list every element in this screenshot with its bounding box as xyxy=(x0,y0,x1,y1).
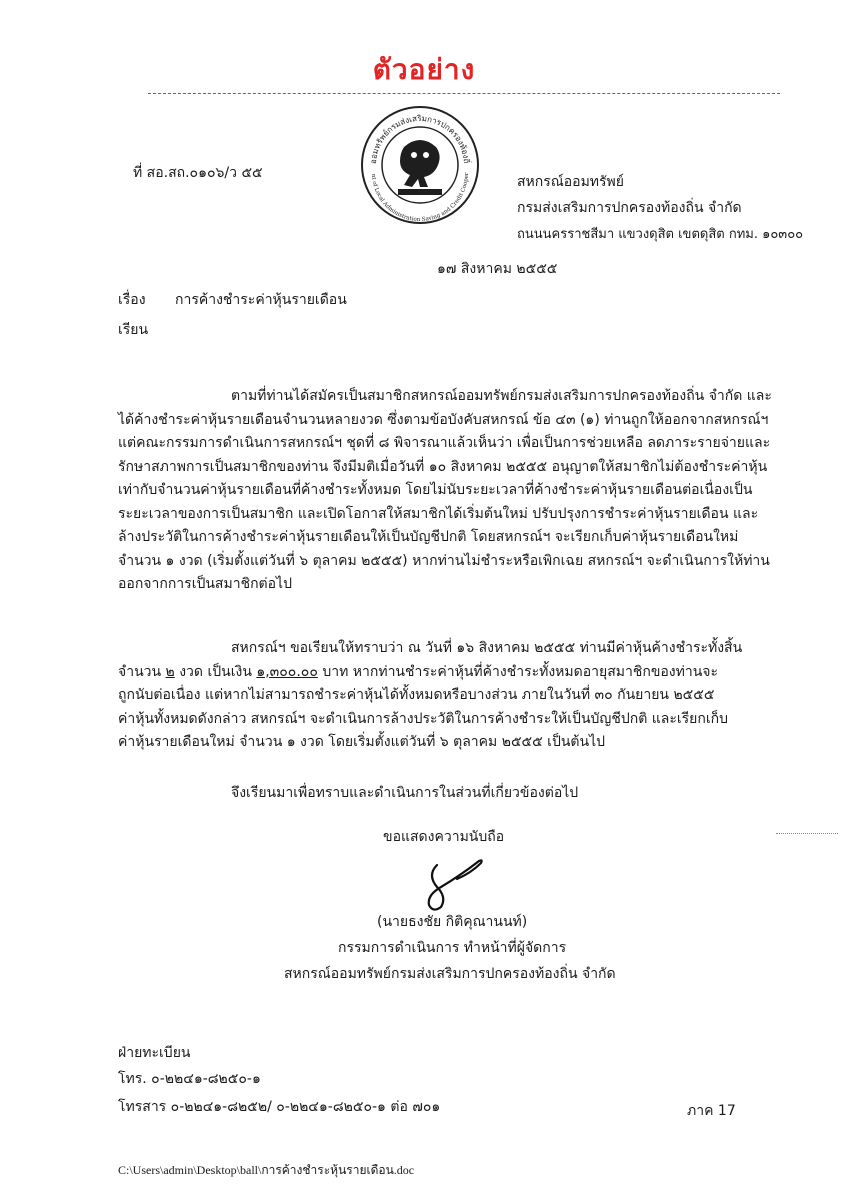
sample-watermark-title: ตัวอย่าง xyxy=(372,53,476,86)
fax-number: โทรสาร ๐-๒๒๔๑-๘๒๕๒/ ๐-๒๒๔๑-๘๒๕๐-๑ ต่อ ๗๐๑ xyxy=(118,1099,441,1115)
page-label: ภาค 17 xyxy=(687,1103,736,1119)
phone-number: โทร. ๐-๒๒๔๑-๘๒๕๐-๑ xyxy=(118,1071,261,1087)
body-paragraph-1 xyxy=(118,385,772,597)
subject-label: เรื่อง xyxy=(118,292,146,308)
para1-line: จำนวน ๑ งวด (เริ่มตั้งแต่วันที่ ๖ ตุลาคม ๒๕๕๕) หากท่านไม่ชำระหรือเพิกเฉย สหกรณ์ฯ จะดำเนินการให้ท่าน xyxy=(118,552,770,569)
salutation: เรียน xyxy=(118,322,149,338)
para1-line: แต่คณะกรรมการดำเนินการสหกรณ์ฯ ชุดที่ ๘ พิจารณาแล้วเห็นว่า เพื่อเป็นการช่วยเหลือ ลดภาระรายจ่ายและ xyxy=(118,435,771,451)
body-paragraph-2 xyxy=(118,637,742,755)
organization-seal xyxy=(358,103,482,227)
para2-line: ถูกนับต่อเนื่อง แต่หากไม่สามารถชำระค่าหุ้นได้ทั้งหมดหรือบางส่วน ภายในวันที่ ๓๐ กันยายน ๒๕๕๕ xyxy=(118,687,715,703)
closing-sentence: จึงเรียนมาเพื่อทราบและดำเนินการในส่วนที่เกี่ยวข้องต่อไป xyxy=(231,785,579,801)
letter-date: ๑๗ สิงหาคม ๒๕๕๕ xyxy=(437,261,558,277)
header-divider xyxy=(148,93,780,94)
para2-text: งวด เป็นเงิน xyxy=(174,663,257,680)
para2-line: ค่าหุ้นทั้งหมดดังกล่าว สหกรณ์ฯ จะดำเนินการล้างประวัติในการค้างชำระให้เป็นบัญชีปกติ และเรียกเก็บ xyxy=(118,710,728,727)
para1-line: ระยะเวลาของการเป็นสมาชิก และเปิดโอกาสให้สมาชิกได้เริ่มต้นใหม่ ปรับปรุงการชำระค่าหุ้นรายเดือน และ xyxy=(118,505,759,522)
para1-line: ตามที่ท่านได้สมัครเป็นสมาชิกสหกรณ์ออมทรัพย์กรมส่งเสริมการปกครองท้องถิ่น จำกัด และ xyxy=(231,388,772,404)
department: ฝ่ายทะเบียน xyxy=(118,1045,191,1061)
margin-dots xyxy=(776,833,838,834)
amount-owed: ๑,๓๐๐.๐๐ xyxy=(256,663,318,680)
para2-line: ค่าหุ้นรายเดือนใหม่ จำนวน ๑ งวด โดยเริ่มตั้งแต่วันที่ ๖ ตุลาคม ๒๕๕๕ เป็นต้นไป xyxy=(118,734,606,750)
para1-line: ได้ค้างชำระค่าหุ้นรายเดือนจำนวนหลายงวด ซึ่งตามข้อบังคับสหกรณ์ ข้อ ๔๓ (๑) ท่านถูกให้ออกจากสหกรณ์ฯ xyxy=(118,411,769,428)
signatory-name: (นายธงชัย กิติคุณานนท์) xyxy=(377,914,528,930)
org-address: ถนนนครราชสีมา แขวงดุสิต เขตดุสิต กทม. ๑๐๓๐๐ xyxy=(517,227,804,242)
subject-text: การค้างชำระค่าหุ้นรายเดือน xyxy=(175,292,347,308)
signatory-position: กรรมการดำเนินการ ทำหน้าที่ผู้จัดการ xyxy=(338,940,567,956)
file-path: C:\Users\admin\Desktop\ball\การค้างชำระหุ้นรายเดือน.doc xyxy=(118,1163,415,1177)
para2-text: จำนวน xyxy=(118,663,166,680)
org-name-line2: กรมส่งเสริมการปกครองท้องถิ่น จำกัด xyxy=(517,200,742,216)
handwritten-signature xyxy=(415,855,495,915)
org-name: สหกรณ์ออมทรัพย์ xyxy=(517,174,624,190)
signatory-org: สหกรณ์ออมทรัพย์กรมส่งเสริมการปกครองท้องถิ่น จำกัด xyxy=(284,966,616,982)
para2-text: บาท หากท่านชำระค่าหุ้นที่ค้างชำระทั้งหมดอายุสมาชิกของท่านจะ xyxy=(317,663,719,680)
para1-line: รักษาสภาพการเป็นสมาชิกของท่าน จึงมีมติเมื่อวันที่ ๑๐ สิงหาคม ๒๕๕๕ อนุญาตให้สมาชิกไม่ต้องชำระค่าหุ้น xyxy=(118,458,768,475)
para1-line: ล้างประวัติในการค้างชำระค่าหุ้นรายเดือนให้เป็นบัญชีปกติ โดยสหกรณ์ฯ จะเรียกเก็บค่าหุ้นรายเดือนใหม่ xyxy=(118,529,739,545)
seal-text-bottom: nt of Local Administration Saving and Credit Cooper xyxy=(369,172,471,224)
installment-count: ๒ xyxy=(165,663,175,680)
para1-line: ออกจากการเป็นสมาชิกต่อไป xyxy=(118,576,292,592)
seal-text-top: ออมทรัพย์กรมส่งเสริมการปกครองท้องถิ่ xyxy=(368,113,472,165)
para1-line: เท่ากับจำนวนค่าหุ้นรายเดือนที่ค้างชำระทั้งหมด โดยไม่นับระยะเวลาที่ค้างชำระค่าหุ้นรายเดือนต่อเนื่องเป็น xyxy=(118,482,753,498)
reference-number: ที่ สอ.สถ.๐๑๐๖/ว ๕๕ xyxy=(133,165,263,181)
regards: ขอแสดงความนับถือ xyxy=(383,829,505,845)
para2-line xyxy=(118,661,742,685)
para2-line: สหกรณ์ฯ ขอเรียนให้ทราบว่า ณ วันที่ ๑๖ สิงหาคม ๒๕๕๕ ท่านมีค่าหุ้นค้างชำระทั้งสิ้น xyxy=(231,640,743,656)
